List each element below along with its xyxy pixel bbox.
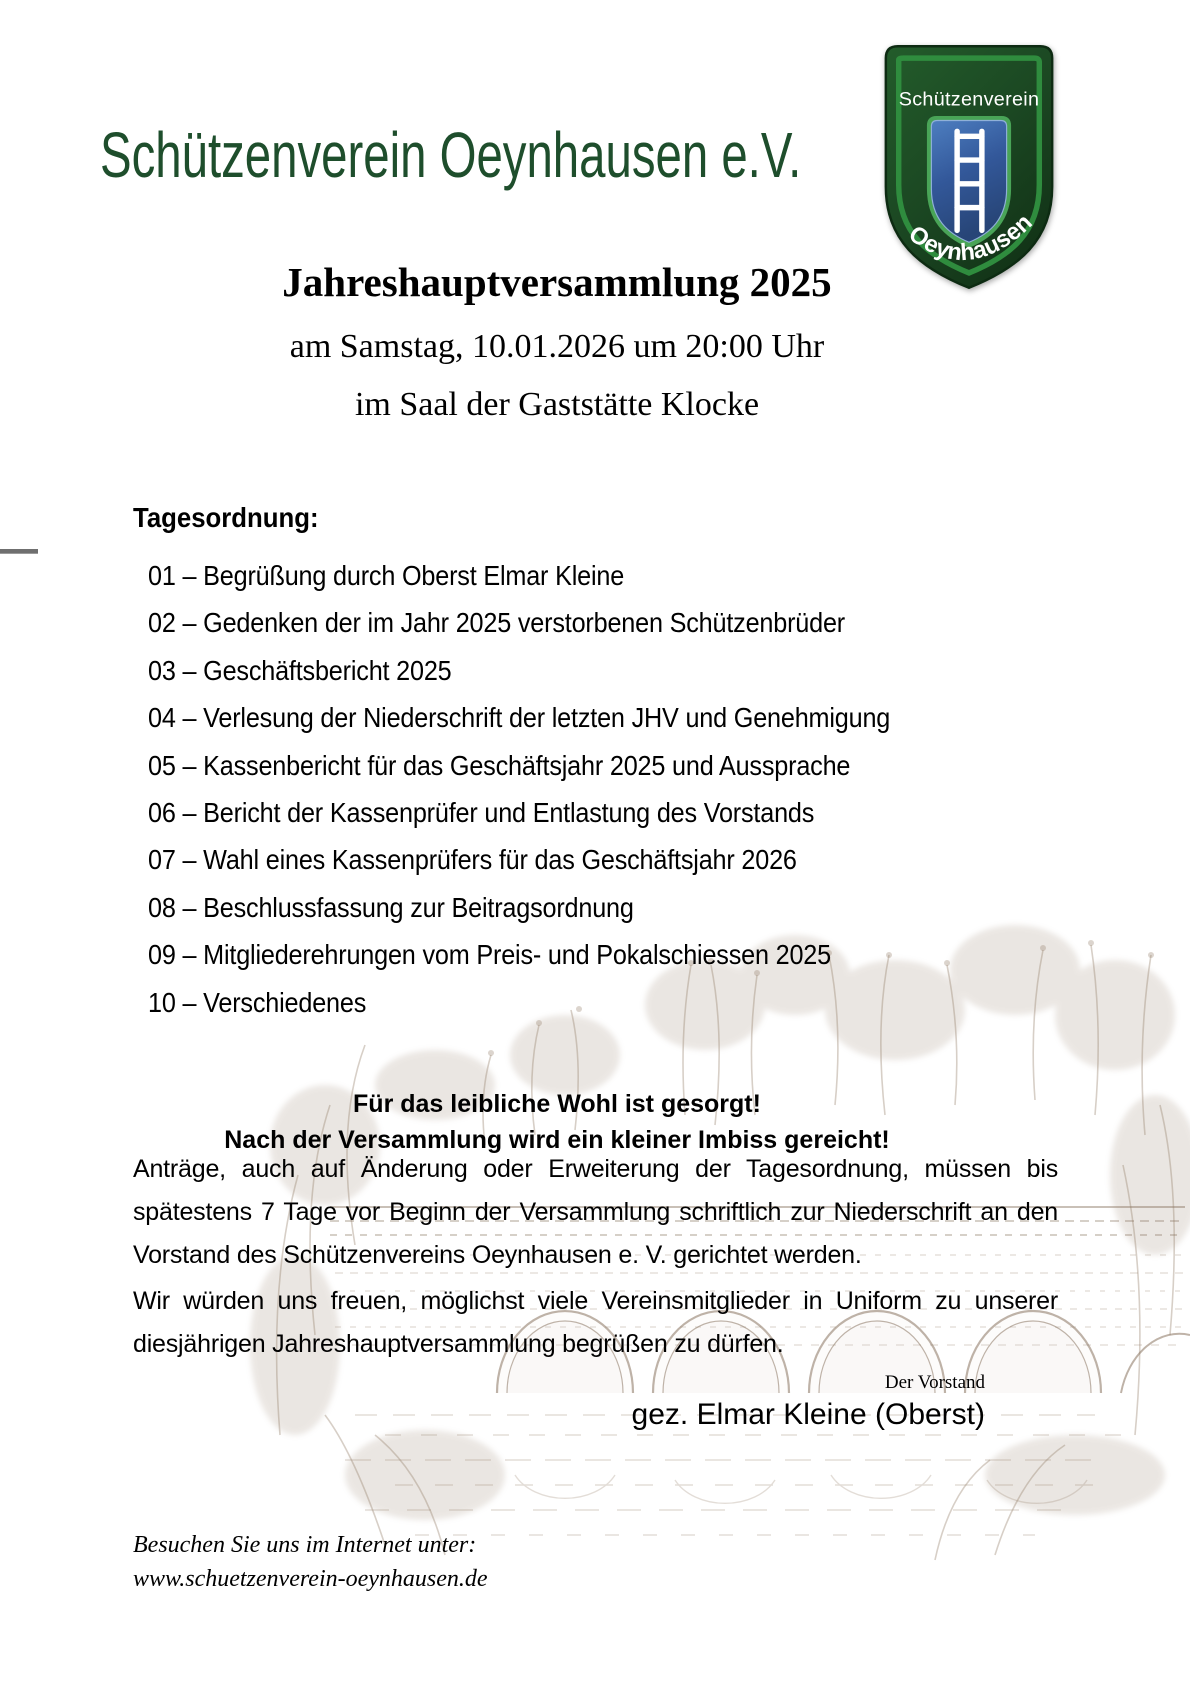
- club-crest-logo: [870, 40, 1068, 294]
- footer: [133, 1528, 488, 1596]
- footer-website-url: www.schuetzenverein-oeynhausen.de: [133, 1566, 488, 1592]
- signature-role: Der Vorstand: [884, 1372, 985, 1393]
- agenda-heading: Tagesordnung:: [133, 502, 319, 533]
- signature-name: gez. Elmar Kleine (Oberst): [631, 1398, 985, 1431]
- paragraph-antraege: Anträge, auch auf Änderung oder Erweiterung der Tagesordnung, müssen bis spätestens 7 Tage vor Beginn der Versammlung schriftlich zur Niederschrift an den Vorstand des Schützenvereins Oeynhausen e. V. gerichtet werden.: [133, 1155, 1058, 1269]
- event-datetime: am Samstag, 10.01.2026 um 20:00 Uhr: [289, 328, 825, 365]
- crest-top-label: Schützenverein: [898, 88, 1040, 111]
- event-title: Jahreshauptversammlung 2025: [282, 259, 832, 305]
- agenda-list: [148, 552, 890, 1026]
- meal-notice-line2: Nach der Versammlung wird ein kleiner Imbiss gereicht!: [224, 1126, 890, 1154]
- agenda-item-10: 10 – Verschiedenes: [148, 986, 367, 1018]
- agenda-item-07: 07 – Wahl eines Kassenprüfers für das Geschäftsjahr 2026: [148, 844, 797, 876]
- agenda-item-06: 06 – Bericht der Kassenprüfer und Entlastung des Vorstands: [148, 796, 815, 828]
- agenda-item-03: 03 – Geschäftsbericht 2025: [148, 654, 452, 686]
- signature-block: [632, 1372, 985, 1432]
- club-name-title: Schützenverein Oeynhausen e.V.: [100, 119, 802, 191]
- crest-bottom-label: Oeynhausen: [903, 208, 1038, 267]
- agenda-item-05: 05 – Kassenbericht für das Geschäftsjahr 2025 und Aussprache: [148, 749, 851, 781]
- event-venue: im Saal der Gaststätte Klocke: [354, 386, 760, 423]
- agenda-item-01: 01 – Begrüßung durch Oberst Elmar Kleine: [148, 560, 625, 591]
- agenda-item-02: 02 – Gedenken der im Jahr 2025 verstorbenen Schützenbrüder: [148, 607, 846, 639]
- paragraph-uniform: Wir würden uns freuen, möglichst viele Vereinsmitglieder in Uniform zu unserer diesjährigen Jahreshauptversammlung begrüßen zu dürfen.: [133, 1287, 1058, 1358]
- page-margin-mark: [0, 549, 38, 554]
- agenda-item-09: 09 – Mitgliederehrungen vom Preis- und Pokalschiessen 2025: [148, 939, 831, 971]
- meal-notice-line1: Für das leibliche Wohl ist gesorgt!: [353, 1090, 761, 1118]
- footer-internet-note: Besuchen Sie uns im Internet unter:: [133, 1532, 477, 1558]
- agenda-item-08: 08 – Beschlussfassung zur Beitragsordnung: [148, 891, 634, 923]
- agenda-item-04: 04 – Verlesung der Niederschrift der letzten JHV und Genehmigung: [148, 702, 891, 734]
